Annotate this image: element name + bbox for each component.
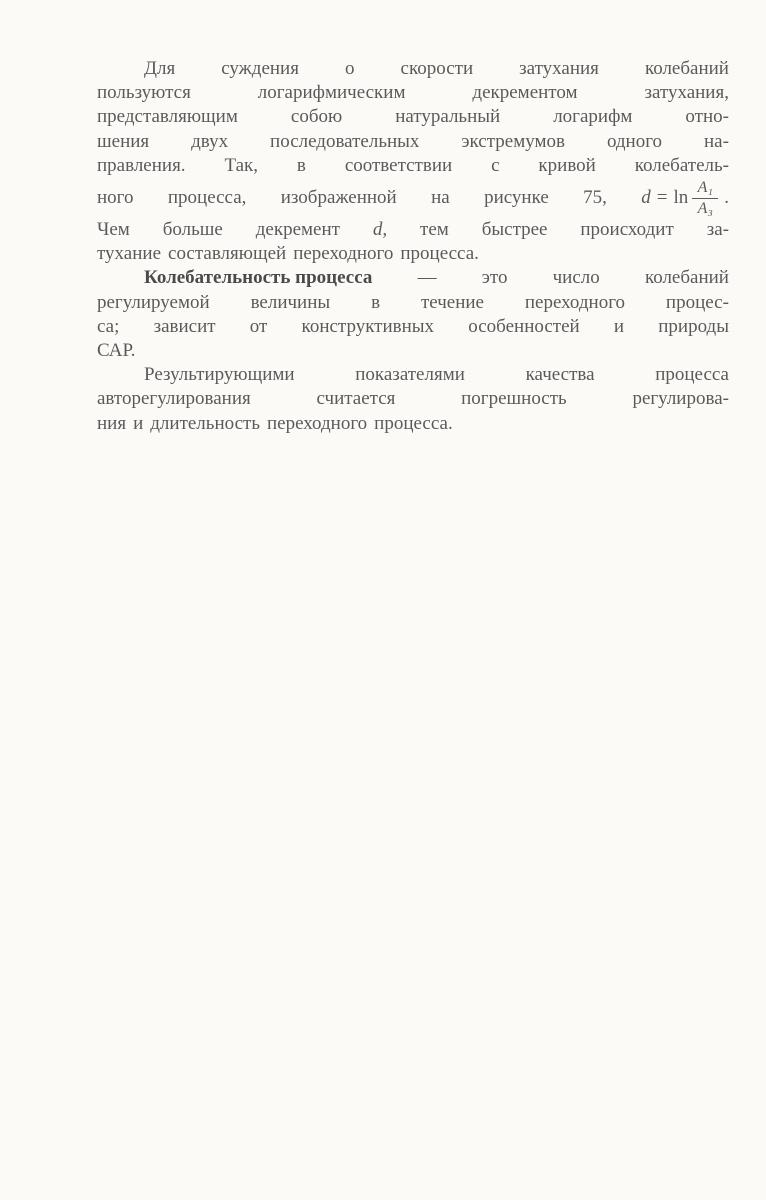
word: регулируемой — [97, 291, 210, 313]
word: последовательных — [270, 130, 420, 152]
word: погрешность — [461, 388, 567, 410]
word: экстремумов — [461, 130, 565, 152]
word: затухания, — [644, 82, 729, 104]
formula-equals: = — [656, 186, 668, 208]
word: число — [552, 267, 600, 289]
paragraph-quality — [97, 363, 729, 436]
word: происходит — [580, 219, 674, 241]
word: декремент — [255, 219, 340, 241]
formula-ln: ln — [673, 186, 689, 208]
word: кривой — [538, 154, 596, 176]
formula-numerator: A₁ — [697, 178, 713, 196]
word: и — [613, 315, 625, 337]
word: с — [491, 154, 500, 176]
word: изображенной — [280, 186, 397, 208]
word: колебаний — [644, 58, 729, 79]
word: натуральный — [395, 106, 501, 128]
word: на- — [704, 130, 729, 152]
word: процесса, — [167, 186, 247, 208]
word: Так, — [224, 154, 259, 176]
word: природы — [658, 315, 729, 337]
word: и — [133, 412, 144, 434]
word: отно- — [685, 106, 729, 128]
word: регулирова- — [632, 388, 729, 410]
text-line — [97, 57, 729, 81]
word: колебатель- — [634, 154, 729, 176]
word: 75, — [583, 186, 607, 208]
word: САР. — [97, 340, 136, 362]
text-line — [97, 154, 729, 178]
word: это — [481, 267, 508, 289]
word: логарифм — [553, 106, 633, 128]
text-line — [97, 105, 729, 129]
word: считается — [316, 388, 396, 410]
word: логарифмическим — [257, 82, 406, 104]
word: длительность — [150, 412, 260, 434]
word: составляющей — [168, 243, 287, 265]
text-line — [97, 81, 729, 105]
word: процесса — [655, 364, 729, 386]
term-heading: Колебательность процесса — [144, 267, 373, 289]
word: процес- — [665, 291, 729, 313]
text-line — [97, 266, 729, 290]
word: тухание — [97, 243, 162, 265]
word: декрементом — [472, 82, 578, 104]
word: ного — [97, 186, 134, 208]
text-line — [97, 412, 729, 436]
word: в — [296, 154, 306, 176]
decrement-formula — [641, 180, 729, 217]
word: скорости — [400, 58, 474, 79]
word: Результирующими — [144, 364, 295, 386]
text-line — [97, 291, 729, 315]
text-line — [97, 218, 729, 242]
word: тем — [420, 219, 449, 241]
word: Чем — [97, 219, 130, 241]
text-line-with-formula — [97, 178, 729, 218]
text-line — [97, 315, 729, 339]
word: суждения — [221, 58, 299, 79]
word: качества — [525, 364, 595, 386]
word: са; — [97, 315, 120, 337]
word: о — [345, 58, 355, 79]
word: рисунке — [484, 186, 549, 208]
word: за- — [706, 219, 729, 241]
word: соответствии — [344, 154, 453, 176]
dash: — — [417, 267, 437, 289]
word: процесса. — [374, 412, 453, 434]
word: течение — [420, 291, 484, 313]
word: представляющим — [97, 106, 238, 128]
word: особенностей — [468, 315, 580, 337]
paragraph-decrement — [97, 57, 729, 266]
text-line — [97, 387, 729, 411]
word: зависит — [153, 315, 216, 337]
word: больше — [162, 219, 223, 241]
word: на — [431, 186, 450, 208]
word: переходного — [524, 291, 626, 313]
word: конструктивных — [301, 315, 435, 337]
word: переходного — [267, 412, 368, 434]
word: в — [371, 291, 381, 313]
word: показателями — [355, 364, 465, 386]
formula-denominator: A₃ — [697, 199, 713, 217]
word: процесса. — [400, 243, 479, 265]
word: от — [249, 315, 268, 337]
word: величины — [250, 291, 331, 313]
word: затухания — [519, 58, 599, 79]
text-line — [97, 130, 729, 154]
text-body — [97, 57, 729, 436]
formula-fraction — [692, 180, 718, 217]
word: d, — [372, 219, 388, 241]
formula-lhs: d — [641, 186, 651, 208]
text-line — [97, 242, 729, 266]
word: шения — [97, 130, 150, 152]
word: собою — [290, 106, 343, 128]
word: быстрее — [481, 219, 548, 241]
word: одного — [606, 130, 663, 152]
word: Для — [144, 58, 176, 79]
paragraph-oscillation — [97, 266, 729, 363]
word: переходного — [293, 243, 394, 265]
word: правления. — [97, 154, 186, 176]
text-line — [97, 363, 729, 387]
word: авторегулирования — [97, 388, 251, 410]
word: ния — [97, 412, 127, 434]
formula-period: . — [724, 186, 729, 208]
fraction-bar — [692, 198, 718, 199]
word: двух — [191, 130, 229, 152]
text-line — [97, 339, 729, 363]
word: колебаний — [644, 267, 729, 289]
word: пользуются — [97, 82, 191, 104]
